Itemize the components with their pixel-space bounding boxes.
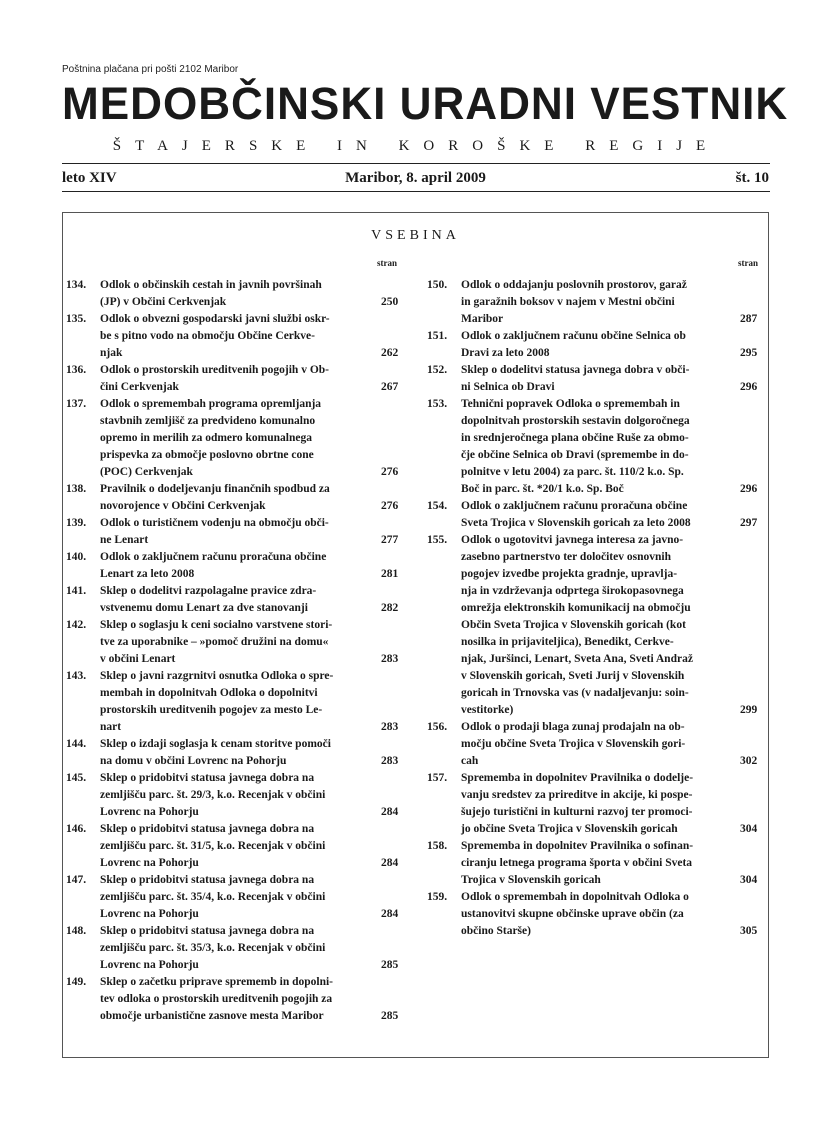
contents-entry — [66, 362, 402, 396]
entry-title: Sprememba in dopolnitev Pravilnika o dodelje- vanju sredstev za prireditve in akcije, ki pospe- šujejo turistični in kulturni razvoj ter promoci- jo občine Sveta Trojica v Slovenskih goricah — [461, 772, 694, 835]
entry-number: 158. — [427, 840, 448, 852]
entry-number: 146. — [66, 823, 87, 835]
publication-title: MEDOBČINSKI URADNI VESTNIK — [62, 78, 789, 129]
entry-title: Odlok o oddajanju poslovnih prostorov, garaž in garažnih boksov v najem v Mestni občini Maribor — [461, 279, 687, 325]
entry-page-number: 262 — [381, 347, 399, 359]
entry-title: Sklep o dodelitvi razpolagalne pravice zdra- vstvenemu domu Lenart za dve stanovanji — [100, 585, 317, 614]
entry-title: Odlok o spremembah in dopolnitvah Odloka o ustanovitvi skupne občinske uprave občin (za občino Starše) — [461, 891, 689, 937]
contents-entry — [427, 362, 763, 396]
entry-title: Tehnični popravek Odloka o spremembah in dopolnitvah prostorskih sestavin dolgoročnega in srednjeročnega plana občine Ruše za obmo- čje občine Selnica ob Dravi (spremembe in do- polnitve v letu 2004) za parc. št. 110/2 k.o. Sp. Boč in parc. št. *20/1 k.o. Sp. Boč — [461, 398, 690, 495]
entry-title: Sklep o pridobitvi statusa javnega dobra na zemljišču parc. št. 35/4, k.o. Recenjak v občini Lovrenc na Pohorju — [100, 874, 326, 920]
entry-number: 153. — [427, 398, 448, 410]
entry-page-number: 304 — [740, 823, 758, 835]
contents-entry — [427, 328, 763, 362]
contents-entry — [66, 481, 402, 515]
entry-title: Sklep o pridobitvi statusa javnega dobra na zemljišču parc. št. 31/5, k.o. Recenjak v občini Lovrenc na Pohorju — [100, 823, 326, 869]
entry-page-number: 304 — [740, 874, 758, 886]
entry-number: 159. — [427, 891, 448, 903]
entry-title: Sklep o izdaji soglasja k cenam storitve pomoči na domu v občini Lovrenc na Pohorju — [100, 738, 331, 767]
entry-number: 143. — [66, 670, 87, 682]
publication-subtitle: ŠTAJERSKE IN KOROŠKE REGIJE — [112, 138, 720, 154]
entry-number: 150. — [427, 279, 448, 291]
entry-number: 136. — [66, 364, 87, 376]
place-date: Maribor, 8. april 2009 — [345, 170, 486, 186]
contents-entry — [66, 736, 402, 770]
entry-page-number: 297 — [740, 517, 758, 529]
postage-note: Poštnina plačana pri pošti 2102 Maribor — [62, 64, 239, 75]
entry-title: Sklep o soglasju k ceni socialno varstvene stori- tve za uporabnike – »pomoč družini na domu« v občini Lenart — [100, 619, 333, 665]
contents-entry — [66, 311, 402, 362]
contents-column-left — [66, 277, 402, 1025]
entry-page-number: 296 — [740, 483, 758, 495]
entry-number: 154. — [427, 500, 448, 512]
contents-entry — [66, 770, 402, 821]
entry-title: Odlok o občinskih cestah in javnih površinah (JP) v Občini Cerkvenjak — [100, 279, 322, 308]
contents-entry — [66, 549, 402, 583]
header-rule-bottom — [62, 191, 770, 192]
entry-number: 144. — [66, 738, 87, 750]
entry-number: 140. — [66, 551, 87, 563]
entry-number: 152. — [427, 364, 448, 376]
contents-column-right — [427, 277, 763, 940]
entry-number: 137. — [66, 398, 87, 410]
volume-year: leto XIV — [62, 170, 117, 186]
contents-heading: VSEBINA — [371, 228, 460, 243]
page-column-label-left: stran — [377, 258, 397, 268]
entry-number: 138. — [66, 483, 87, 495]
entry-page-number: 285 — [381, 1010, 399, 1022]
page-column-label-right: stran — [738, 258, 758, 268]
entry-page-number: 299 — [740, 704, 758, 716]
contents-entry — [427, 277, 763, 328]
entry-page-number: 283 — [381, 755, 399, 767]
entry-title: Sklep o dodelitvi statusa javnega dobra v obči- ni Selnica ob Dravi — [461, 364, 690, 393]
entry-page-number: 287 — [740, 313, 758, 325]
entry-title: Odlok o prostorskih ureditvenih pogojih v Ob- čini Cerkvenjak — [100, 364, 329, 393]
contents-entry — [66, 277, 402, 311]
entry-page-number: 284 — [381, 806, 399, 818]
entry-number: 155. — [427, 534, 448, 546]
entry-page-number: 276 — [381, 466, 399, 478]
entry-title: Odlok o turističnem vodenju na območju obči- ne Lenart — [100, 517, 329, 546]
entry-title: Sklep o pridobitvi statusa javnega dobra na zemljišču parc. št. 29/3, k.o. Recenjak v občini Lovrenc na Pohorju — [100, 772, 326, 818]
entry-title: Sklep o javni razgrnitvi osnutka Odloka o spre- membah in dopolnitvah Odloka o dopolnitvi prostorskih ureditvenih pogojev za mesto Le- nart — [100, 670, 334, 733]
contents-entry — [66, 668, 402, 736]
entry-page-number: 281 — [381, 568, 399, 580]
contents-entry — [66, 515, 402, 549]
entry-title: Odlok o spremembah programa opremljanja stavbnih zemljišč za predvideno komunalno opremo in merilih za odmero komunalnega prispevka za območje poslovno obrtne cone (POC) Cerkvenjak — [100, 398, 322, 478]
contents-entry — [66, 583, 402, 617]
entry-page-number: 295 — [740, 347, 758, 359]
entry-page-number: 250 — [381, 296, 399, 308]
contents-entry — [427, 770, 763, 838]
entry-number: 134. — [66, 279, 87, 291]
contents-entry — [66, 872, 402, 923]
entry-number: 139. — [66, 517, 87, 529]
contents-entry — [427, 396, 763, 498]
entry-page-number: 285 — [381, 959, 399, 971]
entry-number: 157. — [427, 772, 448, 784]
entry-page-number: 277 — [381, 534, 399, 546]
contents-entry — [66, 396, 402, 481]
entry-page-number: 276 — [381, 500, 399, 512]
entry-page-number: 267 — [381, 381, 399, 393]
contents-entry — [66, 974, 402, 1025]
entry-number: 141. — [66, 585, 87, 597]
header-rule-top — [62, 163, 770, 164]
contents-entry — [427, 889, 763, 940]
entry-page-number: 296 — [740, 381, 758, 393]
entry-title: Odlok o ugotovitvi javnega interesa za javno- zasebno partnerstvo ter določitev osnovnih pogojev izvedbe projekta gradnje, upravlja- nja in vzdrževanja odprtega širokopasovnega omrežja elektronskih komunikacij na območju Občin Sveta Trojica v Slovenskih goricah (kot nosilka in prijaviteljica), Benedikt, Cerkve- njak, Juršinci, Lenart, Sveta Ana, Sveti Andraž v Slovenskih goricah, Sveti Jurij v Slovenskih goricah in Trnovska vas (v nadaljevanju: soin- vestitorke) — [461, 534, 693, 716]
contents-entry — [66, 617, 402, 668]
issue-number: št. 10 — [735, 170, 769, 186]
entry-page-number: 282 — [381, 602, 399, 614]
entry-number: 151. — [427, 330, 448, 342]
entry-page-number: 284 — [381, 857, 399, 869]
contents-entry — [427, 532, 763, 719]
entry-title: Odlok o zaključnem računu proračuna občine Lenart za leto 2008 — [100, 551, 327, 580]
entry-page-number: 283 — [381, 653, 399, 665]
entry-number: 148. — [66, 925, 87, 937]
contents-entry — [66, 923, 402, 974]
entry-title: Odlok o zaključnem računu proračuna občine Sveta Trojica v Slovenskih goricah za leto 2008 — [461, 500, 691, 529]
entry-number: 149. — [66, 976, 87, 988]
entry-number: 135. — [66, 313, 87, 325]
contents-entry — [427, 719, 763, 770]
entry-number: 142. — [66, 619, 87, 631]
entry-page-number: 284 — [381, 908, 399, 920]
entry-title: Sprememba in dopolnitev Pravilnika o sofinan- ciranju letnega programa športa v občini Sveta Trojica v Slovenskih goricah — [461, 840, 694, 886]
entry-number: 156. — [427, 721, 448, 733]
entry-number: 145. — [66, 772, 87, 784]
entry-title: Odlok o zaključnem računu občine Selnica ob Dravi za leto 2008 — [461, 330, 686, 359]
entry-number: 147. — [66, 874, 87, 886]
contents-entry — [427, 498, 763, 532]
entry-title: Pravilnik o dodeljevanju finančnih spodbud za novorojence v Občini Cerkvenjak — [100, 483, 330, 512]
entry-page-number: 283 — [381, 721, 399, 733]
entry-page-number: 305 — [740, 925, 758, 937]
entry-title: Odlok o obvezni gospodarski javni službi oskr- be s pitno vodo na območju Občine Cerkve- njak — [100, 313, 330, 359]
entry-title: Odlok o prodaji blaga zunaj prodajaln na ob- močju občine Sveta Trojica v Slovenskih gori- cah — [461, 721, 686, 767]
contents-entry — [427, 838, 763, 889]
entry-page-number: 302 — [740, 755, 758, 767]
contents-entry — [66, 821, 402, 872]
entry-title: Sklep o pridobitvi statusa javnega dobra na zemljišču parc. št. 35/3, k.o. Recenjak v občini Lovrenc na Pohorju — [100, 925, 326, 971]
entry-title: Sklep o začetku priprave sprememb in dopolni- tev odloka o prostorskih ureditvenih pogojih za območje urbanistične zasnove mesta Maribor — [100, 976, 333, 1022]
